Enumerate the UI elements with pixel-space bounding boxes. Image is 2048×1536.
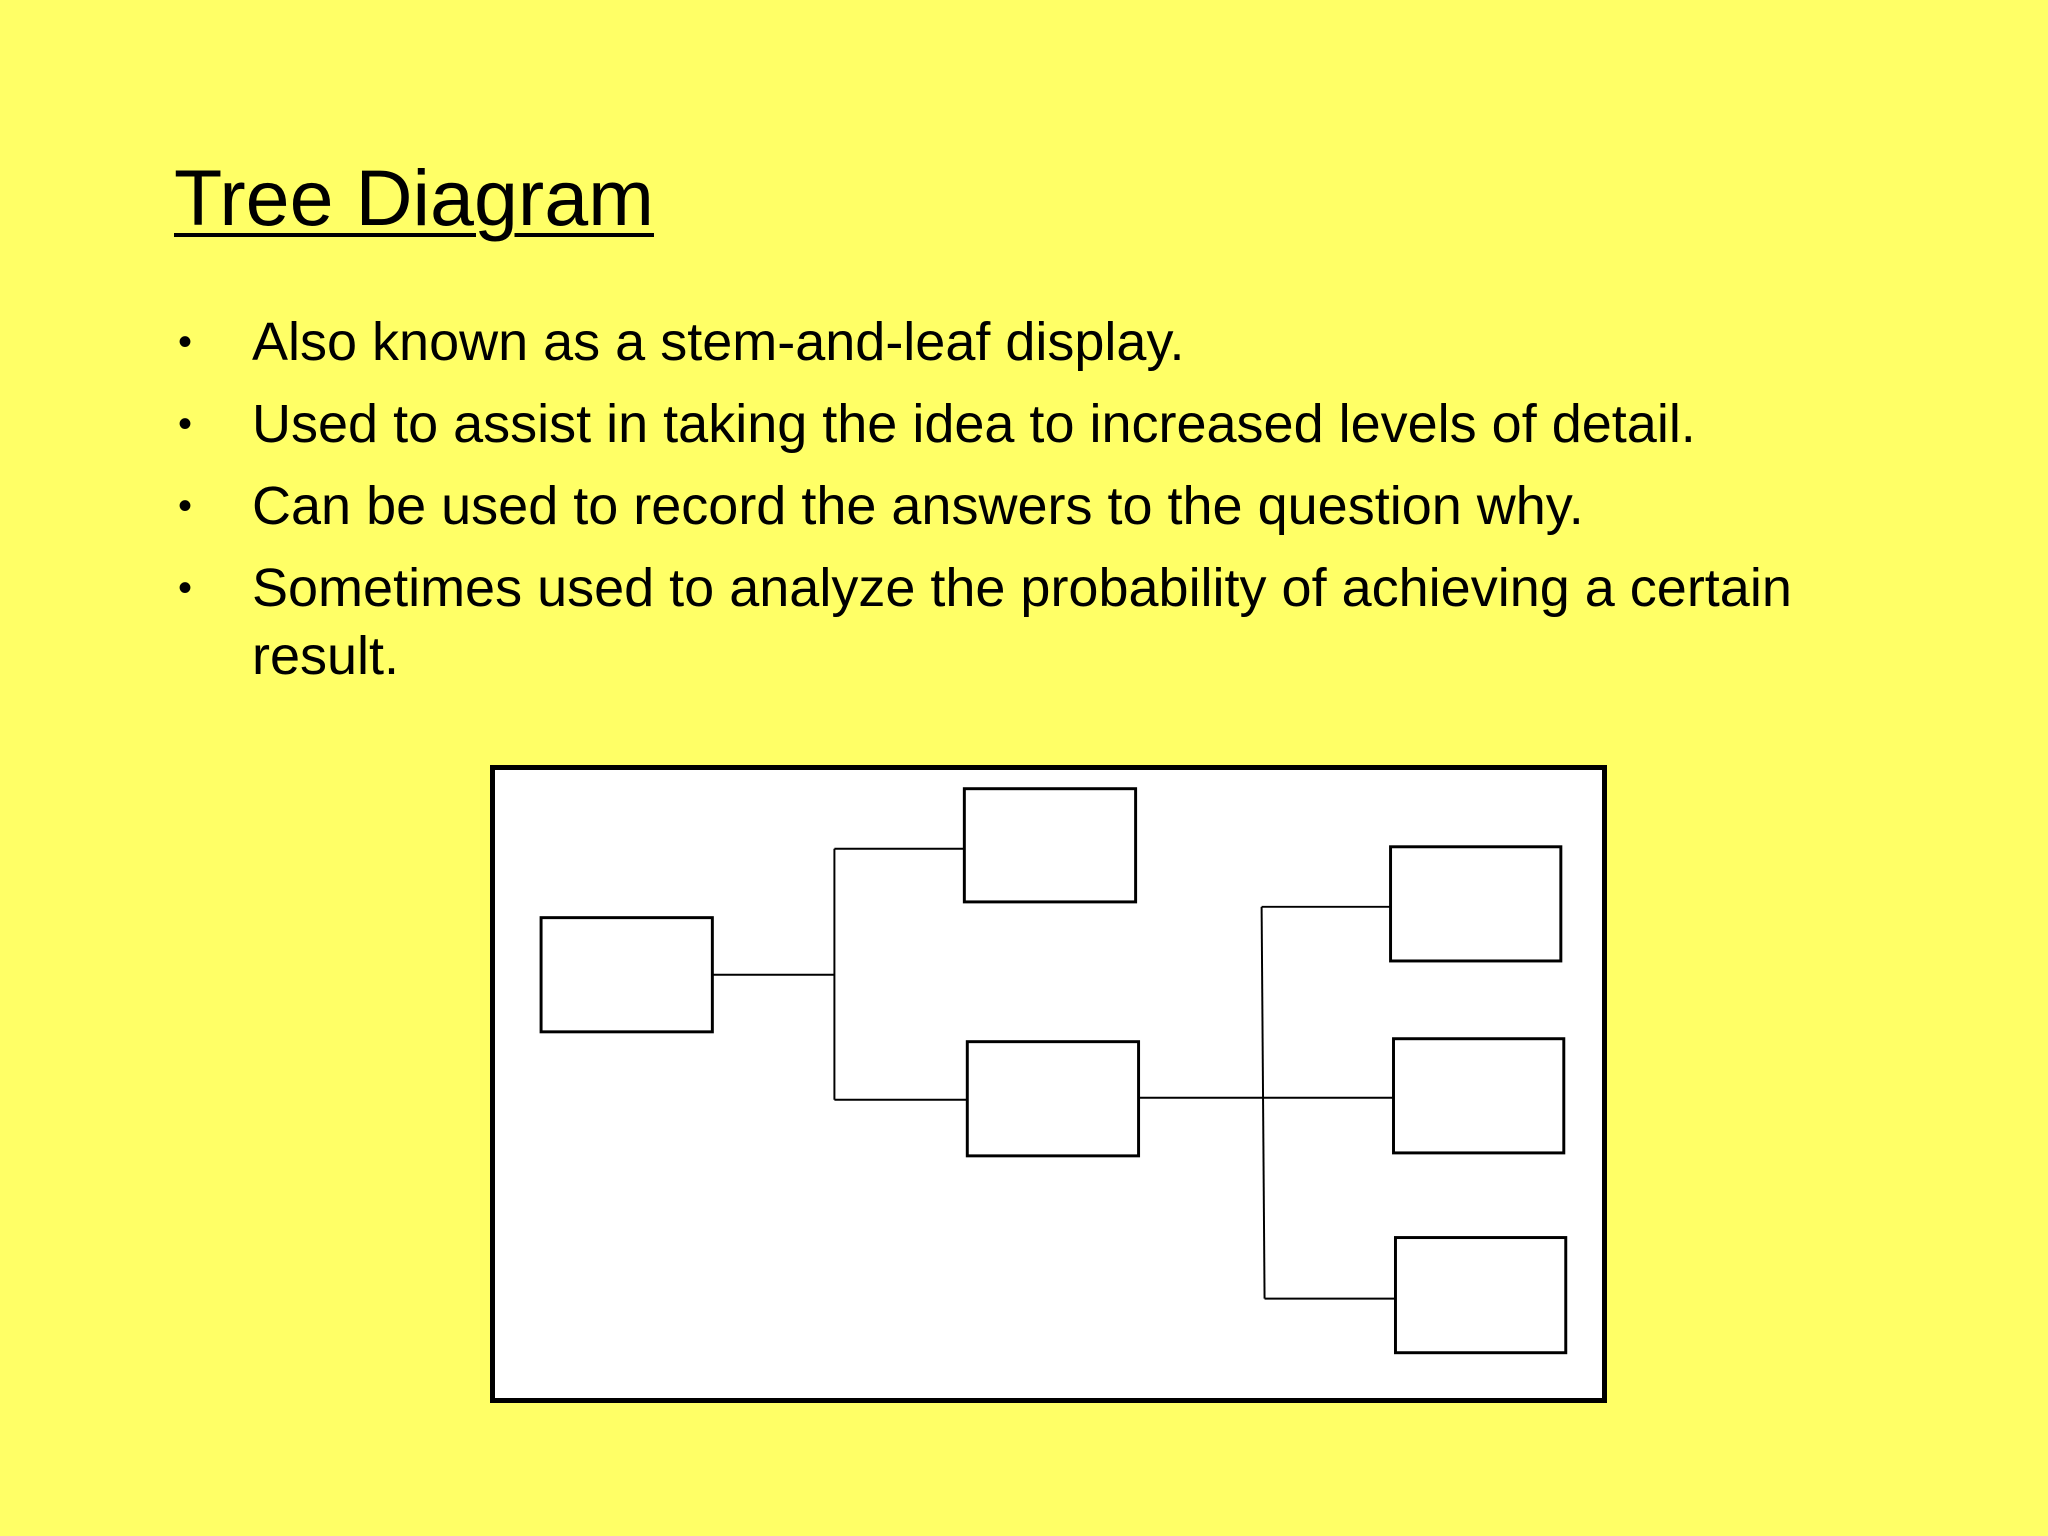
tree-node-root xyxy=(541,918,712,1032)
bullet-text: Can be used to record the answers to the question why. xyxy=(252,476,1584,536)
bullet-item xyxy=(174,554,1874,690)
tree-diagram xyxy=(490,765,1607,1403)
bullet-dot-icon: • xyxy=(178,484,193,528)
bullet-dot-icon: • xyxy=(178,566,193,610)
bullet-item xyxy=(174,308,1874,376)
bullet-text: Used to assist in taking the idea to increased levels of detail. xyxy=(252,394,1696,454)
tree-diagram-drawing xyxy=(495,770,1602,1398)
tree-node-level2-lower xyxy=(967,1042,1138,1156)
tree-node-level3-middle xyxy=(1394,1039,1564,1153)
tree-node-level2-upper xyxy=(964,789,1135,902)
bullet-text: Also known as a stem-and-leaf display. xyxy=(252,312,1185,372)
slide-title: Tree Diagram xyxy=(174,153,654,242)
connector-level3-spine xyxy=(1262,907,1265,1299)
bullet-item xyxy=(174,472,1874,540)
bullet-text: Sometimes used to analyze the probability of achieving a certain result. xyxy=(252,558,1792,686)
bullet-dot-icon: • xyxy=(178,320,193,364)
bullet-list xyxy=(174,308,1874,704)
bullet-dot-icon: • xyxy=(178,402,193,446)
tree-node-level3-bottom xyxy=(1395,1238,1565,1353)
bullet-item xyxy=(174,390,1874,458)
tree-node-level3-top xyxy=(1391,847,1561,961)
